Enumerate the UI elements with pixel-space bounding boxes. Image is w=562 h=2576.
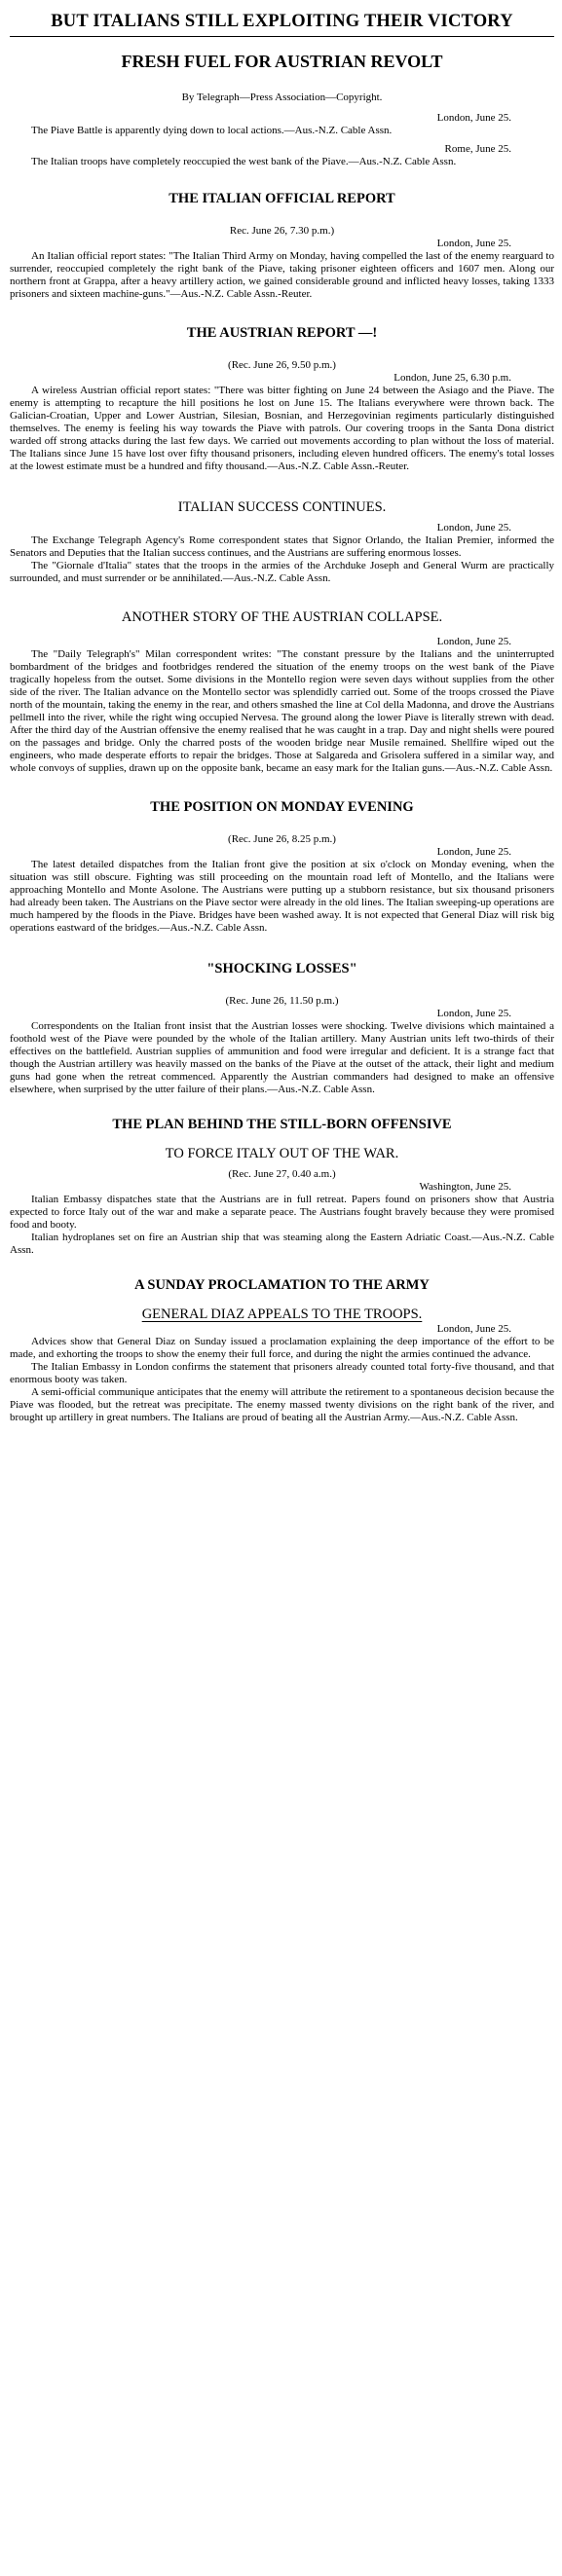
- article-paragraph: The Italian troops have completely reoccupied the west bank of the Piave.—Aus.-N.Z. Cable Assn.: [31, 156, 457, 167]
- headline: BUT ITALIANS STILL EXPLOITING THEIR VICTORY: [51, 12, 513, 31]
- section-sunday-proclamation: [10, 1276, 554, 1424]
- article-paragraph: Italian Embassy dispatches state that the Austrians are in full retreat. Papers found on prisoners show that Austria expected to force Italy out of the war and make a separate peace. The Austrians fought bravely because they were promised food and booty.: [10, 1194, 554, 1231]
- section-title: THE PLAN BEHIND THE STILL-BORN OFFENSIVE: [112, 1117, 452, 1132]
- section-still-born-offensive: [10, 1116, 554, 1257]
- dateline: Washington, June 25.: [419, 1181, 511, 1193]
- article-paragraph: Italian hydroplanes set on fire an Austrian ship that was steaming along the Eastern Adriatic Coast.—Aus.-N.Z. Cable Assn.: [10, 1232, 554, 1256]
- section-italian-official-report: [10, 190, 554, 301]
- subheadline: FRESH FUEL FOR AUSTRIAN REVOLT: [121, 52, 443, 71]
- section-shocking-losses: [10, 960, 554, 1096]
- article-paragraph: The "Giornale d'Italia" states that the troops in the armies of the Archduke Joseph and General Wurm are practically surrounded, and must surrender or be annihilated.—Aus.-N.Z. Cable Assn.: [10, 560, 554, 584]
- dateline: London, June 25.: [436, 522, 511, 534]
- byline: By Telegraph—Press Association—Copyright.: [181, 92, 383, 103]
- section-italian-success: [10, 498, 554, 585]
- article-paragraph: An Italian official report states: "The Italian Third Army on Monday, having compelled the last of the enemy rearguard to surrender, reoccupied completely the right bank of the Piave, taking prisoner eighteen officers and 1607 men. Along our northern front at Grappa, after a heavy artillery action, we gained considerable ground and inflicted heavy losses, taking 1333 prisoners and sixteen machine-guns."—Aus.-N.Z. Cable Assn.-Reuter.: [10, 250, 554, 300]
- dateline: London, June 25, 6.30 p.m.: [393, 372, 511, 384]
- article-paragraph: Advices show that General Diaz on Sunday issued a proclamation explaining the deep importance of the effort to be made, and exhorting the troops to show the enemy their full force, and during the night the armies continued the advance.: [10, 1336, 554, 1360]
- article-paragraph: The Piave Battle is apparently dying down to local actions.—Aus.-N.Z. Cable Assn.: [31, 125, 393, 136]
- dateline: London, June 25.: [436, 238, 511, 249]
- received-time: (Rec. June 27, 0.40 a.m.): [228, 1168, 336, 1180]
- section-subtitle: GENERAL DIAZ APPEALS TO THE TROOPS.: [141, 1306, 423, 1322]
- headline-rule: [10, 36, 554, 37]
- dateline: London, June 25.: [436, 112, 511, 124]
- section-title: THE AUSTRIAN REPORT —!: [186, 325, 378, 341]
- dateline: London, June 25.: [436, 1323, 511, 1335]
- article-paragraph: The "Daily Telegraph's" Milan correspondent writes: "The constant pressure by the Italians and the uninterrupted bombardment of the bridges and footbridges rendered the situation of the enemy troops on the west bank of the Piave tragically hopeless from the outset. Some divisions in the Montello region were seven days without supplies from the other side of the river. The Italian advance on the Montello sector was splendidly carried out. Some of the troops crossed the Piave north of the mountain, taking the enemy in the rear, and others smashed the line at Col della Madonna, and drove the Austrians pellmell into the river, while the right wing occupied Nervesa. The ground along the lower Piave is literally strewn with dead. After the third day of the Austrian offensive the enemy realised that he was caught in a trap. Day and night shells were poured on the passages and bridge. Only the charred posts of the wooden bridge near Musile remained. Shellfire wiped out the engineers, who made desperate efforts to repair the bridges. Those at Salgareda and Grisolera suffered in a similar way, and whole convoys of supplies, drawn up on the opposite bank, became an easy mark for the Italian guns.—Aus.-N.Z. Cable Assn.: [10, 648, 554, 774]
- intro-1: [10, 143, 554, 168]
- dateline: London, June 25.: [436, 846, 511, 858]
- article-paragraph: The Exchange Telegraph Agency's Rome correspondent states that Signor Orlando, the Italian Premier, informed the Senators and Deputies that the Italian success continues, and the Austrians are suffering enormous losses.: [10, 534, 554, 559]
- article-paragraph: The latest detailed dispatches from the Italian front give the position at six o'clock on Monday evening, when the situation was still obscure. Fighting was still proceeding on the mountain road left of Montello, and the Italians were approaching Montello and Monte Asolone. The Austrians were putting up a stubborn resistance, but six thousand prisoners had already been taken. The Austrians on the Piave sector were already in the old lines. The Italian sweeping-up operations are much hampered by the floods in the Piave. Bridges have been washed away. It is not expected that General Diaz will risk big operations eastward of the bridges.—Aus.-N.Z. Cable Assn.: [10, 859, 554, 934]
- section-title: "SHOCKING LOSSES": [206, 961, 357, 976]
- received-time: (Rec. June 26, 11.50 p.m.): [225, 995, 339, 1007]
- received-time: Rec. June 26, 7.30 p.m.): [229, 225, 335, 237]
- section-title: ITALIAN SUCCESS CONTINUES.: [177, 499, 387, 515]
- dateline: Rome, June 25.: [444, 143, 511, 155]
- article-paragraph: Correspondents on the Italian front insist that the Austrian losses were shocking. Twelve divisions which maintained a foothold west of the Piave were pounded by the whole of the Italian artillery. Many Austrian units left two-thirds of their effectives on the battlefield. Austrian supplies of ammunition and food were irregular and deficient. It is a strange fact that though the Austrian artillery was heavily massed on the banks of the Piave at the outset of the attack, their light and medium guns had gone when the retreat commenced. Apparently the Austrian commanders had designed to make an offensive elsewhere, when surprised by the utter failure of their plans.—Aus.-N.Z. Cable Assn.: [10, 1020, 554, 1095]
- section-title: A SUNDAY PROCLAMATION TO THE ARMY: [134, 1277, 430, 1293]
- dateline: London, June 25.: [436, 636, 511, 647]
- received-time: (Rec. June 26, 8.25 p.m.): [228, 833, 336, 845]
- article-paragraph: A semi-official communique anticipates that the enemy will attribute the retirement to a spontaneous decision because the Piave was flooded, but the retreat was precipitate. The enemy massed twenty divisions on the right bank of the river, and brought up artillery in great numbers. The Italians are proud of beating all the Austrian Army.—Aus.-N.Z. Cable Assn.: [10, 1386, 554, 1423]
- intro-0: [10, 112, 554, 137]
- section-austrian-report: [10, 324, 554, 473]
- section-title: THE ITALIAN OFFICIAL REPORT: [169, 191, 395, 206]
- received-time: (Rec. June 26, 9.50 p.m.): [228, 359, 336, 371]
- article-paragraph: The Italian Embassy in London confirms the statement that prisoners already counted total forty-five thousand, and that enormous booty was taken.: [10, 1361, 554, 1385]
- section-title: ANOTHER STORY OF THE AUSTRIAN COLLAPSE.: [121, 609, 443, 625]
- section-subtitle: TO FORCE ITALY OUT OF THE WAR.: [165, 1146, 399, 1161]
- article-paragraph: A wireless Austrian official report states: "There was bitter fighting on June 24 between the Asiago and the Piave. The enemy is attempting to recapture the hill positions he lost on June 15. The Italians everywhere were thrown back. The Galician-Croatian, Upper and Lower Austrian, Silesian, Bosnian, and Herzegovinian regiments particularly distinguished themselves. The enemy is feeling his way towards the Piave with patrols. Our covering troops in the Santa Dona district warded off strong attacks during the last few days. We carried out movements according to plan without the loss of material. The Italians since June 15 have lost over fifty thousand prisoners, including eleven hundred officers. The enemy's total losses at the lowest estimate must be a hundred and fifty thousand.—Aus.-N.Z. Cable Assn.-Reuter.: [10, 385, 554, 472]
- section-title: THE POSITION ON MONDAY EVENING: [150, 799, 414, 815]
- section-monday-evening: [10, 798, 554, 935]
- dateline: London, June 25.: [436, 1008, 511, 1019]
- section-austrian-collapse: [10, 608, 554, 775]
